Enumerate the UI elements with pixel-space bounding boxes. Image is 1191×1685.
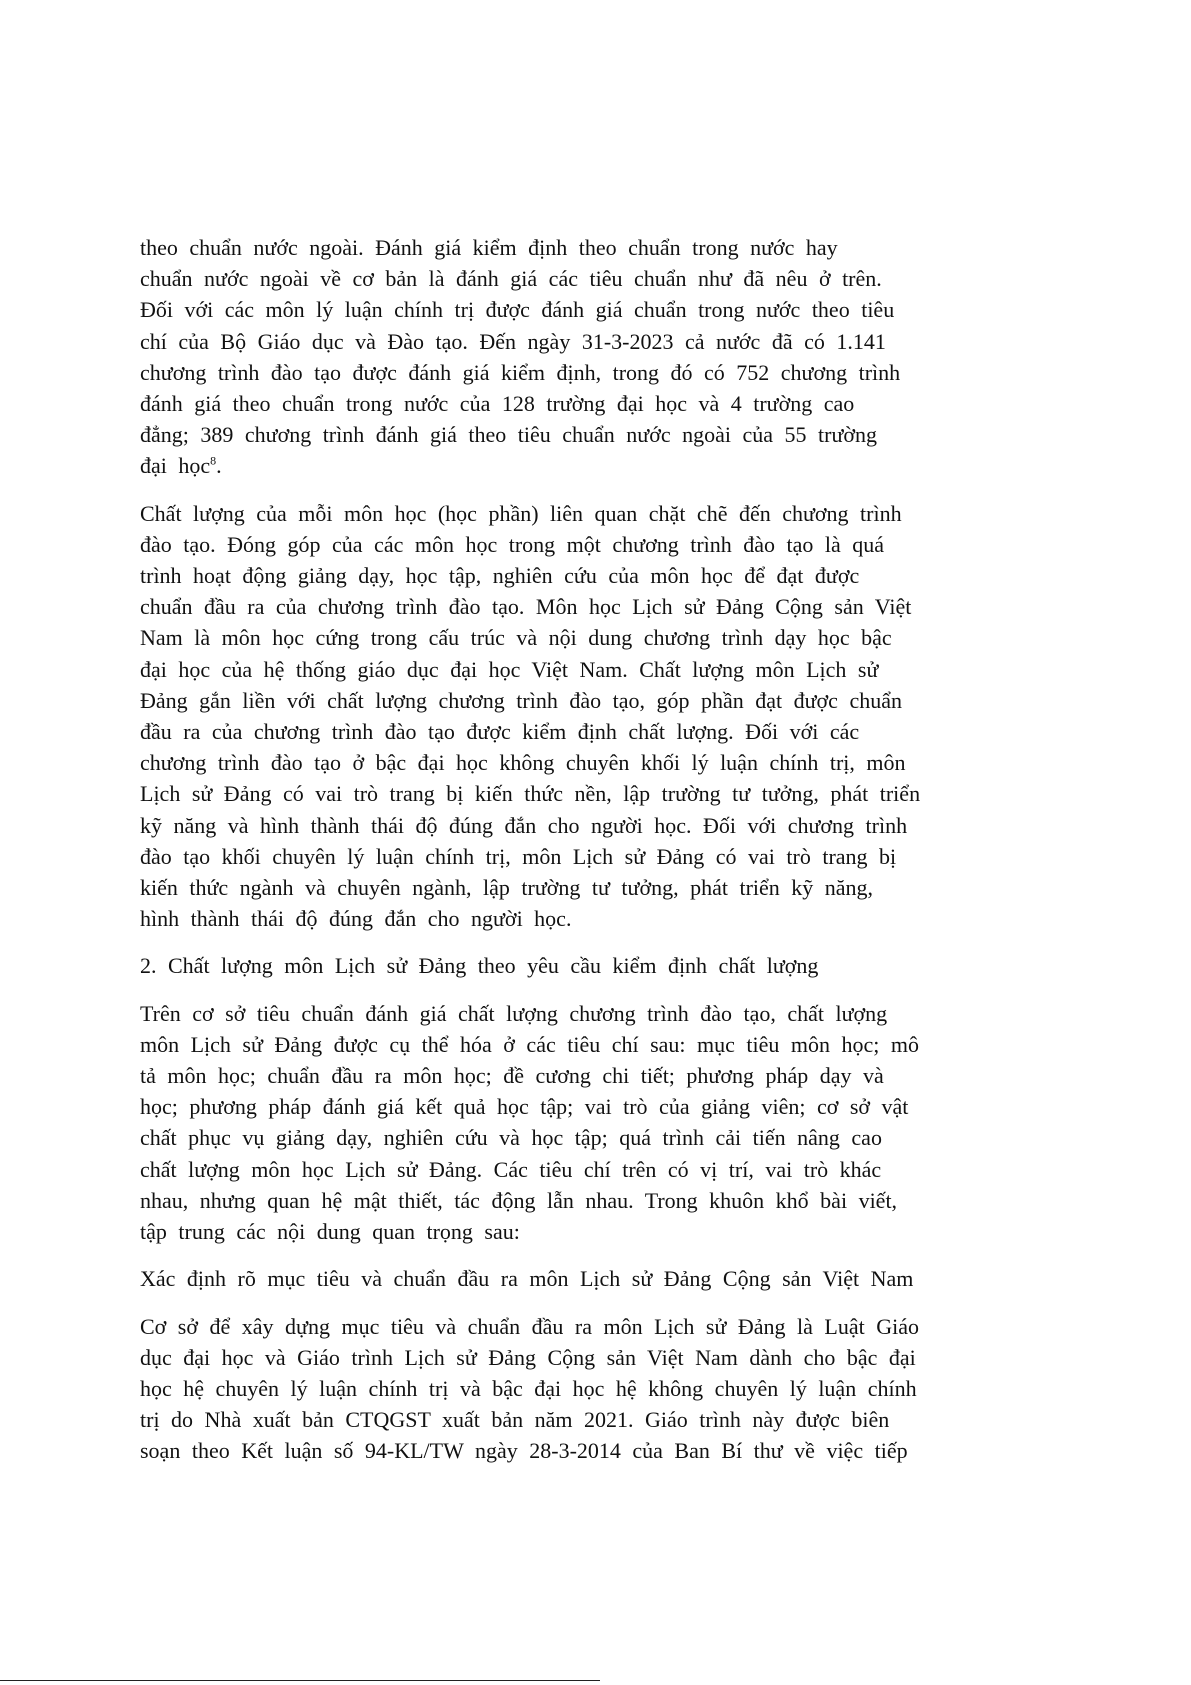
footnote-separator: [0, 1680, 600, 1681]
paragraph-criteria: [140, 998, 1010, 1248]
text-line: tập trung các nội dung quan trọng sau:: [140, 1219, 520, 1245]
text-line: chuẩn nước ngoài về cơ bản là đánh giá các tiêu chuẩn như đã nêu ở trên.: [140, 266, 882, 292]
text-fragment: đại học: [140, 453, 211, 479]
text-line: học; phương pháp đánh giá kết quả học tập; vai trò của giảng viên; cơ sở vật: [140, 1094, 909, 1120]
subheading-objectives: [140, 1263, 1010, 1294]
text-line: tả môn học; chuẩn đầu ra môn học; đề cương chi tiết; phương pháp dạy và: [140, 1063, 884, 1089]
text-line: học hệ chuyên lý luận chính trị và bậc đại học hệ không chuyên lý luận chính: [140, 1375, 917, 1401]
text-line: chất lượng môn học Lịch sử Đảng. Các tiêu chí trên có vị trí, vai trò khác: [140, 1156, 882, 1182]
subheading-text: Xác định rõ mục tiêu và chuẩn đầu ra môn Lịch sử Đảng Cộng sản Việt Nam: [140, 1266, 914, 1292]
section-heading-2: [140, 950, 1010, 981]
text-line: đào tạo. Đóng góp của các môn học trong một chương trình đào tạo là quá: [140, 531, 885, 557]
text-line: chương trình đào tạo ở bậc đại học không chuyên khối lý luận chính trị, môn: [140, 750, 906, 776]
document-body: [140, 232, 1010, 1467]
text-line: hình thành thái độ đúng đắn cho người học.: [140, 906, 572, 932]
paragraph-basis: [140, 1311, 1010, 1467]
text-line: Nam là môn học cứng trong cấu trúc và nội dung chương trình dạy học bậc: [140, 625, 892, 651]
text-line: chương trình đào tạo được đánh giá kiểm định, trong đó có 752 chương trình: [140, 359, 901, 385]
paragraph-course-quality: [140, 498, 1010, 935]
text-line-last: [140, 450, 1010, 481]
text-line: trình hoạt động giảng dạy, học tập, nghiên cứu của môn học để đạt được: [140, 563, 860, 589]
text-line: Đảng gắn liền với chất lượng chương trình đào tạo, góp phần đạt được chuẩn: [140, 687, 902, 713]
text-line: Lịch sử Đảng có vai trò trang bị kiến thức nền, lập trường tư tưởng, phát triển: [140, 781, 921, 807]
text-line: chất phục vụ giảng dạy, nghiên cứu và học tập; quá trình cải tiến nâng cao: [140, 1125, 882, 1151]
text-line: kiến thức ngành và chuyên ngành, lập trường tư tưởng, phát triển kỹ năng,: [140, 875, 874, 901]
footnote-ref-8[interactable]: 8: [210, 454, 217, 469]
text-line: đào tạo khối chuyên lý luận chính trị, môn Lịch sử Đảng có vai trò trang bị: [140, 843, 897, 869]
text-line: dục đại học và Giáo trình Lịch sử Đảng Cộng sản Việt Nam dành cho bậc đại: [140, 1344, 916, 1370]
text-line: đại học của hệ thống giáo dục đại học Việt Nam. Chất lượng môn Lịch sử: [140, 656, 879, 682]
paragraph-accreditation-stats: [140, 232, 1010, 482]
text-line: đầu ra của chương trình đào tạo được kiểm định chất lượng. Đối với các: [140, 719, 860, 745]
text-line: đẳng; 389 chương trình đánh giá theo tiêu chuẩn nước ngoài của 55 trường: [140, 422, 878, 448]
text-line: môn Lịch sử Đảng được cụ thể hóa ở các tiêu chí sau: mục tiêu môn học; mô: [140, 1031, 919, 1057]
text-line: chuẩn đầu ra của chương trình đào tạo. Môn học Lịch sử Đảng Cộng sản Việt: [140, 594, 912, 620]
text-line: kỹ năng và hình thành thái độ đúng đắn cho người học. Đối với chương trình: [140, 812, 908, 838]
text-fragment: .: [216, 453, 222, 479]
text-line: đánh giá theo chuẩn trong nước của 128 trường đại học và 4 trường cao: [140, 391, 855, 417]
text-line: chí của Bộ Giáo dục và Đào tạo. Đến ngày 31-3-2023 cả nước đã có 1.141: [140, 328, 886, 354]
text-line: theo chuẩn nước ngoài. Đánh giá kiểm định theo chuẩn trong nước hay: [140, 235, 838, 260]
text-line: Đối với các môn lý luận chính trị được đánh giá chuẩn trong nước theo tiêu: [140, 297, 895, 323]
text-line: Chất lượng của mỗi môn học (học phần) liên quan chặt chẽ đến chương trình: [140, 500, 902, 526]
text-line: trị do Nhà xuất bản CTQGST xuất bản năm 2021. Giáo trình này được biên: [140, 1407, 890, 1433]
section-heading-text: 2. Chất lượng môn Lịch sử Đảng theo yêu cầu kiểm định chất lượng: [140, 953, 819, 979]
text-line: soạn theo Kết luận số 94-KL/TW ngày 28-3-2014 của Ban Bí thư về việc tiếp: [140, 1438, 908, 1464]
text-line: nhau, nhưng quan hệ mật thiết, tác động lẫn nhau. Trong khuôn khổ bài viết,: [140, 1187, 898, 1213]
text-line: Trên cơ sở tiêu chuẩn đánh giá chất lượng chương trình đào tạo, chất lượng: [140, 1000, 888, 1026]
text-line: Cơ sở để xây dựng mục tiêu và chuẩn đầu ra môn Lịch sử Đảng là Luật Giáo: [140, 1313, 919, 1339]
